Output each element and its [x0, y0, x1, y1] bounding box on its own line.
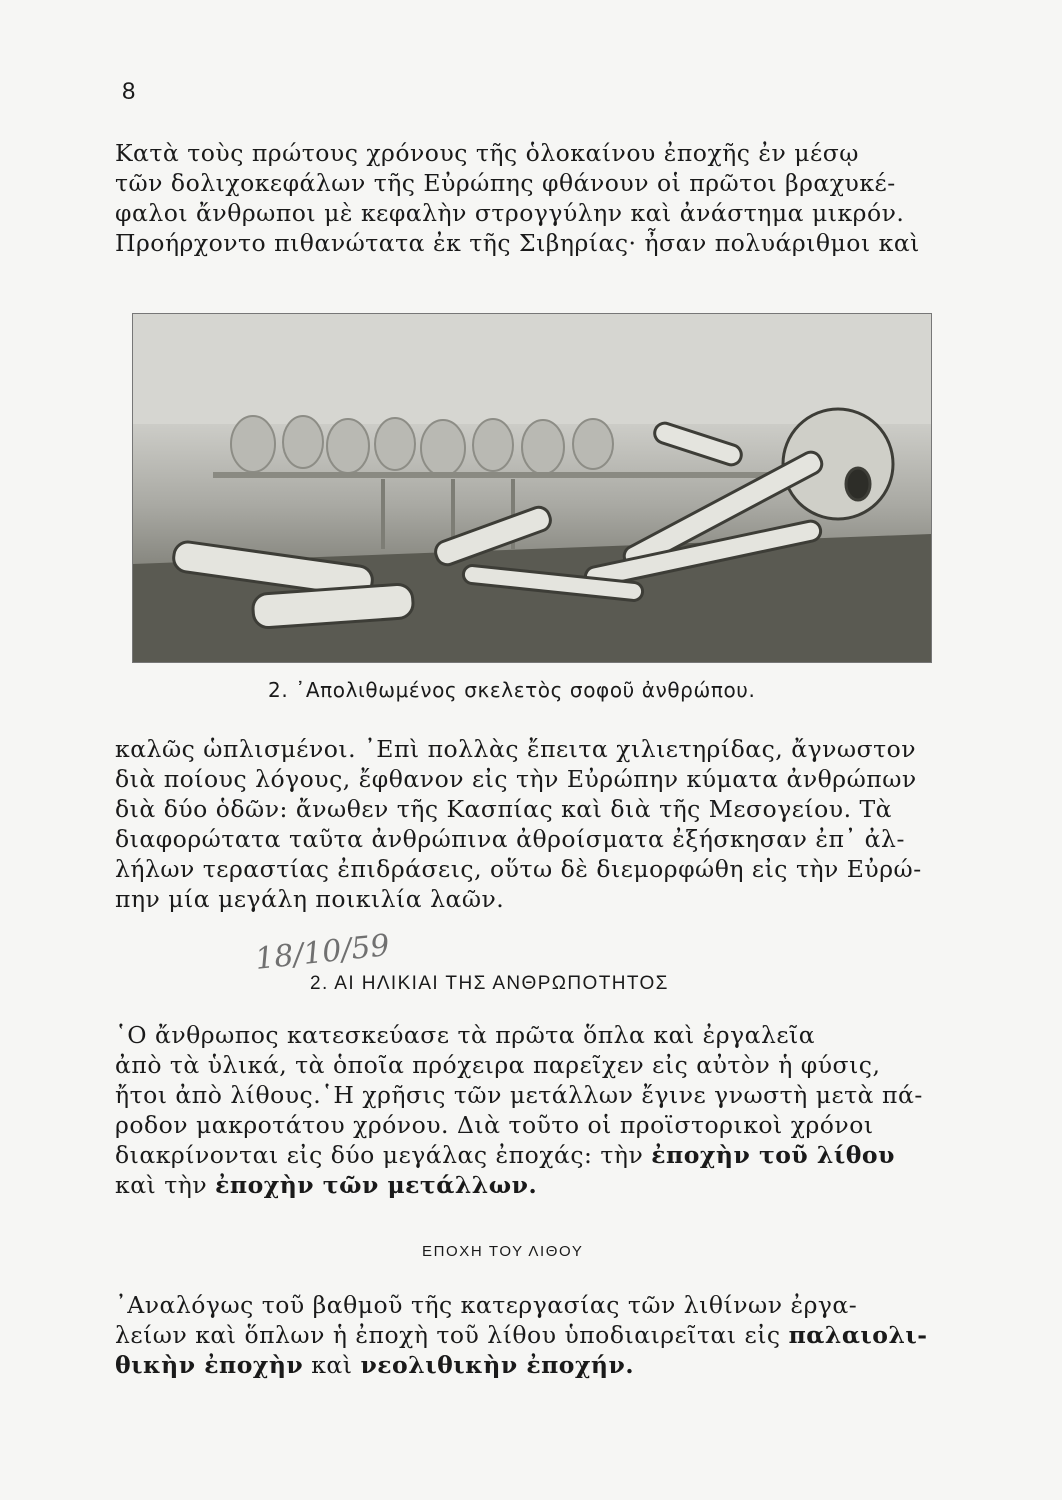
text-line: [115, 1350, 960, 1380]
text-line: ᾿Αναλόγως τοῦ βαθμοῦ τῆς κατεργασίας τῶν λιθίνων ἐργα-: [115, 1291, 858, 1319]
skeleton-photo: [132, 313, 932, 663]
text-line: διὰ δύο ὁδῶν: ἄνωθεν τῆς Κασπίας καὶ διὰ τῆς Μεσογείου. Τὰ: [115, 795, 893, 823]
sub-heading: ΕΠΟΧΗ ΤΟΥ ΛΙΘΟΥ: [422, 1243, 584, 1260]
text-line: διὰ ποίους λόγους, ἔφθανον εἰς τὴν Εὐρώπην κύματα ἀνθρώπων: [115, 765, 917, 793]
text-line: ἤτοι ἀπὸ λίθους.῾Η χρῆσις τῶν μετάλλων ἔγινε γνωστὴ μετὰ πά-: [115, 1081, 923, 1109]
paragraph-1: [115, 138, 960, 258]
text-line: φαλοι ἄνθρωποι μὲ κεφαλὴν στρογγύλην καὶ ἀνάστημα μικρόν.: [115, 199, 905, 227]
paragraph-2: [115, 734, 960, 914]
page-number: 8: [122, 78, 136, 105]
text-line: καλῶς ὡπλισμένοι. ᾿Επὶ πολλὰς ἔπειτα χιλιετηρίδας, ἄγνωστον: [115, 735, 917, 763]
bold-term-paleolithic: παλαιολι-: [788, 1321, 928, 1349]
text-span: διακρίνονται εἰς δύο μεγάλας ἐποχάς: τὴν: [115, 1141, 652, 1169]
bold-term-paleolithic-end: θικὴν ἐποχὴν: [115, 1351, 304, 1379]
text-line: ροδον μακροτάτου χρόνου. Διὰ τοῦτο οἱ προϊστορικοὶ χρόνοι: [115, 1111, 874, 1139]
text-line: πην μία μεγάλη ποικιλία λαῶν.: [115, 885, 505, 913]
handwritten-date-note: 18/10/59: [253, 928, 392, 977]
text-span: λείων καὶ ὅπλων ἡ ἐποχὴ τοῦ λίθου ὑποδιαιρεῖται εἰς: [115, 1321, 789, 1349]
text-span: καὶ τὴν: [115, 1171, 216, 1199]
text-line: Κατὰ τοὺς πρώτους χρόνους τῆς ὁλοκαίνου ἐποχῆς ἐν μέσῳ: [115, 139, 859, 167]
skeleton-photo-illustration: [133, 314, 931, 662]
bold-term-stone-age: ἐποχὴν τοῦ λίθου: [651, 1141, 895, 1169]
photo-background: [133, 314, 931, 424]
shelf-board: [213, 472, 773, 478]
text-span: καὶ: [303, 1351, 361, 1379]
bold-term-neolithic: νεολιθικὴν ἐποχήν.: [360, 1351, 635, 1379]
bold-term-metal-age: ἐποχὴν τῶν μετάλλων.: [215, 1171, 538, 1199]
paragraph-4: [115, 1290, 960, 1380]
section-heading: 2. ΑΙ ΗΛΙΚΙΑΙ ΤΗΣ ΑΝΘΡΩΠΟΤΗΤΟΣ: [310, 973, 669, 994]
text-line: [115, 1140, 960, 1170]
text-line: λήλων τεραστίας ἐπιδράσεις, οὕτω δὲ διεμορφώθη εἰς τὴν Εὐρώ-: [115, 855, 922, 883]
text-line: ἀπὸ τὰ ὑλικά, τὰ ὁποῖα πρόχειρα παρεῖχεν εἰς αὐτὸν ἡ φύσις,: [115, 1051, 881, 1079]
text-line: [115, 1320, 960, 1350]
text-line: [115, 1170, 960, 1200]
text-line: διαφορώτατα ταῦτα ἀνθρώπινα ἀθροίσματα ἐξήσκησαν ἐπ᾿ ἀλ-: [115, 825, 905, 853]
paragraph-3: [115, 1020, 960, 1200]
text-line: ῾Ο ἄνθρωπος κατεσκεύασε τὰ πρῶτα ὅπλα καὶ ἐργαλεῖα: [115, 1021, 816, 1049]
text-line: τῶν δολιχοκεφάλων τῆς Εὐρώπης φθάνουν οἱ πρῶτοι βραχυκέ-: [115, 169, 896, 197]
text-line: Προήρχοντο πιθανώτατα ἐκ τῆς Σιβηρίας· ἦσαν πολυάριθμοι καὶ: [115, 229, 920, 257]
shelf-jars: [231, 416, 613, 476]
figure-caption: 2. ᾿Απολιθωμένος σκελετὸς σοφοῦ ἀνθρώπου.: [268, 678, 756, 702]
